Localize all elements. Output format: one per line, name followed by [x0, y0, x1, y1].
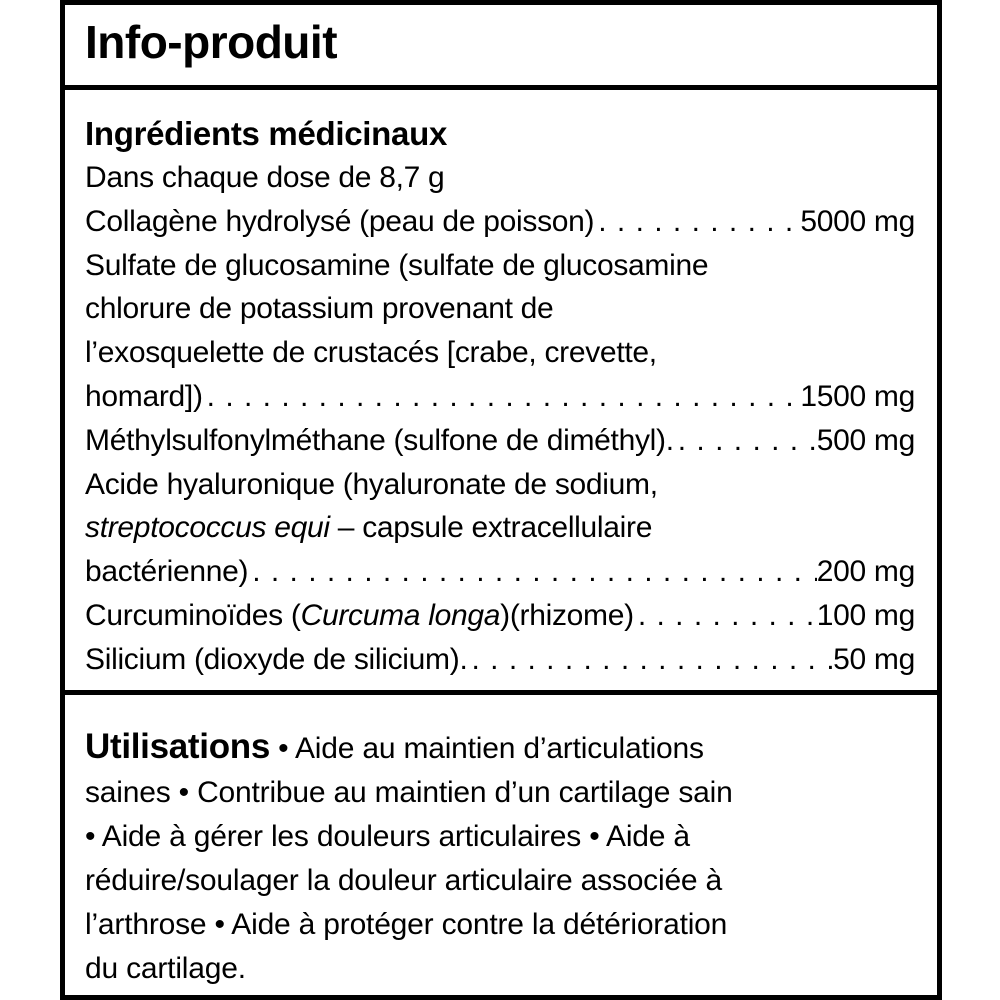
uses-section: [65, 695, 937, 1000]
ingredients-heading: Ingrédients médicinaux: [85, 115, 447, 152]
leader-dots: [467, 638, 833, 682]
ingredient-name-part: )(rhizome): [500, 598, 634, 632]
ingredient-row-msm: [85, 419, 915, 463]
ingredients-content: [85, 112, 915, 682]
ingredient-line: Sulfate de glucosamine (sulfate de glucosamine: [85, 248, 709, 282]
ingredient-line: Acide hyaluronique (hyaluronate de sodium,: [85, 467, 658, 501]
ingredient-row-collagen: [85, 200, 915, 244]
ingredient-amount: 50 mg: [833, 642, 915, 676]
ingredient-name: bactérienne): [85, 555, 249, 589]
ingredient-name: Méthylsulfonylméthane (sulfone de diméthyl).: [85, 423, 674, 457]
ingredient-name: [85, 594, 634, 638]
ingredient-line-text: – capsule extracellulaire: [329, 511, 653, 545]
ingredient-row-glucosamine: [85, 375, 915, 419]
uses-line: [85, 725, 897, 771]
ingredient-italic-source: streptococcus equi: [85, 511, 330, 545]
ingredient-name-part: Curcuminoïdes (: [85, 598, 301, 632]
uses-line: l’arthrose • Aide à protéger contre la détérioration: [85, 908, 728, 941]
uses-line: réduire/soulager la douleur articulaire associée à: [85, 864, 723, 897]
title-box: [65, 5, 937, 90]
ingredient-amount: 500 mg: [816, 423, 915, 457]
leader-dots: [674, 419, 817, 463]
uses-content: [85, 725, 897, 991]
ingredient-amount: 5000 mg: [800, 204, 915, 238]
uses-line: du cartilage.: [85, 952, 246, 985]
ingredient-line: l’exosquelette de crustacés [crabe, crevette,: [85, 336, 657, 370]
medicinal-ingredients-section: [65, 90, 937, 695]
ingredient-amount: 200 mg: [816, 555, 915, 589]
leader-dots: [634, 594, 817, 638]
ingredient-amount: 1500 mg: [800, 379, 915, 413]
page-title: Info-produit: [85, 16, 338, 68]
uses-heading: Utilisations: [85, 727, 271, 766]
uses-line: • Aide à gérer les douleurs articulaires • Aide à: [85, 820, 690, 853]
ingredient-line: chlorure de potassium provenant de: [85, 292, 554, 326]
ingredient-row-hyaluronic-acid: [85, 550, 915, 594]
leader-dots: [594, 200, 800, 244]
ingredient-name: Silicium (dioxyde de silicium).: [85, 642, 468, 676]
uses-text: • Aide au maintien d’articulations: [270, 732, 704, 765]
ingredient-line: [85, 506, 915, 550]
dose-line: Dans chaque dose de 8,7 g: [85, 161, 445, 194]
leader-dots: [248, 550, 817, 594]
ingredient-name: homard]): [85, 379, 203, 413]
ingredient-amount: 100 mg: [816, 598, 915, 632]
ingredient-row-silicon: [85, 638, 915, 682]
ingredient-row-curcuminoids: [85, 594, 915, 638]
leader-dots: [203, 375, 801, 419]
uses-line: saines • Contribue au maintien d’un cartilage sain: [85, 776, 733, 809]
ingredient-italic-source: Curcuma longa: [300, 598, 501, 632]
ingredient-name: Collagène hydrolysé (peau de poisson): [85, 204, 595, 238]
product-info-panel: [60, 0, 942, 1000]
